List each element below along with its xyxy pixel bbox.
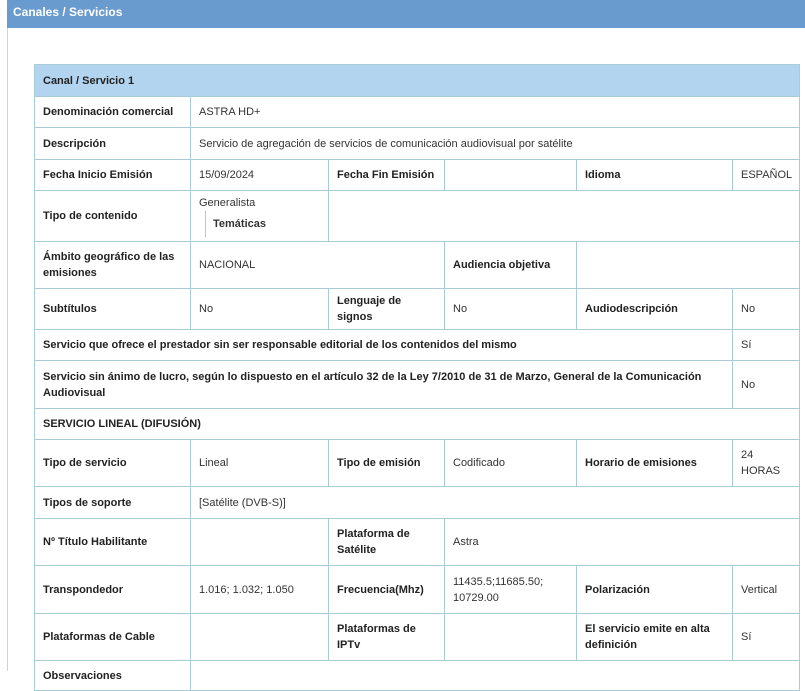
sin-animo-label: Servicio sin ánimo de lucro, según lo dispuesto en el artículo 32 de la Ley 7/2010 de 31 de Marzo, General de la Comunicación Audiovisual <box>35 361 733 409</box>
polarizacion-label: Polarización <box>577 566 733 614</box>
frecuencia-value: 11435.5;11685.50; 10729.00 <box>445 566 577 614</box>
fecha-inicio-value: 15/09/2024 <box>191 160 329 191</box>
row-tipos-soporte <box>35 487 800 519</box>
tipos-soporte-value: [Satélite (DVB-S)] <box>191 487 800 519</box>
subtitulos-label: Subtítulos <box>35 289 191 330</box>
tematicas-label: Temáticas <box>205 211 273 237</box>
fecha-fin-value <box>445 160 577 191</box>
alta-definicion-value: Sí <box>733 614 800 661</box>
row-sin-responsable <box>35 330 800 361</box>
subtitulos-value: No <box>191 289 329 330</box>
sin-responsable-value: Sí <box>733 330 800 361</box>
tematicas-value <box>329 191 800 242</box>
lenguaje-signos-label: Lenguaje de signos <box>329 289 445 330</box>
fecha-fin-label: Fecha Fin Emisión <box>329 160 445 191</box>
row-tipo-servicio <box>35 440 800 487</box>
audiencia-value <box>577 242 800 289</box>
plataformas-iptv-value <box>445 614 577 661</box>
idioma-value: ESPAÑOL <box>733 160 800 191</box>
row-sin-animo <box>35 361 800 409</box>
frecuencia-label: Frecuencia(Mhz) <box>329 566 445 614</box>
horario-value: 24 HORAS <box>733 440 800 487</box>
service-table <box>34 64 800 691</box>
tipo-contenido-label: Tipo de contenido <box>35 191 191 242</box>
polarizacion-value: Vertical <box>733 566 800 614</box>
row-ambito <box>35 242 800 289</box>
lenguaje-signos-value: No <box>445 289 577 330</box>
plataformas-iptv-label: Plataformas de IPTv <box>329 614 445 661</box>
idioma-label: Idioma <box>577 160 733 191</box>
row-tipo-contenido <box>35 191 800 242</box>
sin-animo-value: No <box>733 361 800 409</box>
titulo-habilitante-label: Nº Título Habilitante <box>35 519 191 566</box>
card-title: Canal / Servicio 1 <box>35 65 800 97</box>
row-denominacion <box>35 97 800 128</box>
transpondedor-value: 1.016; 1.032; 1.050 <box>191 566 329 614</box>
sin-responsable-label: Servicio que ofrece el prestador sin ser responsable editorial de los contenidos del mismo <box>35 330 733 361</box>
tipo-emision-label: Tipo de emisión <box>329 440 445 487</box>
denominacion-value: ASTRA HD+ <box>191 97 800 128</box>
servicio-lineal-heading: SERVICIO LINEAL (DIFUSIÓN) <box>35 409 800 440</box>
horario-label: Horario de emisiones <box>577 440 733 487</box>
row-accesibilidad <box>35 289 800 330</box>
row-observaciones <box>35 661 800 691</box>
transpondedor-label: Transpondedor <box>35 566 191 614</box>
section-title: Canales / Servicios <box>7 0 805 28</box>
observaciones-label: Observaciones <box>35 661 191 691</box>
alta-definicion-label: El servicio emite en alta definición <box>577 614 733 661</box>
plataforma-satelite-value: Astra <box>445 519 800 566</box>
plataforma-satelite-label: Plataforma de Satélite <box>329 519 445 566</box>
audiencia-label: Audiencia objetiva <box>445 242 577 289</box>
titulo-habilitante-value <box>191 519 329 566</box>
observaciones-value <box>191 661 800 691</box>
row-fechas <box>35 160 800 191</box>
plataformas-cable-label: Plataformas de Cable <box>35 614 191 661</box>
tipo-servicio-label: Tipo de servicio <box>35 440 191 487</box>
row-transpondedor <box>35 566 800 614</box>
row-plataformas <box>35 614 800 661</box>
audiodescripcion-label: Audiodescripción <box>577 289 733 330</box>
tipo-contenido-value: Generalista <box>199 197 256 209</box>
plataformas-cable-value <box>191 614 329 661</box>
card-header-row <box>35 65 800 97</box>
fecha-inicio-label: Fecha Inicio Emisión <box>35 160 191 191</box>
audiodescripcion-value: No <box>733 289 800 330</box>
descripcion-label: Descripción <box>35 128 191 160</box>
tipo-emision-value: Codificado <box>445 440 577 487</box>
ambito-value: NACIONAL <box>191 242 445 289</box>
denominacion-label: Denominación comercial <box>35 97 191 128</box>
row-servicio-lineal <box>35 409 800 440</box>
descripcion-value: Servicio de agregación de servicios de comunicación audiovisual por satélite <box>191 128 800 160</box>
row-titulo-habilitante <box>35 519 800 566</box>
tipos-soporte-label: Tipos de soporte <box>35 487 191 519</box>
row-descripcion <box>35 128 800 160</box>
tipo-contenido-cell <box>191 191 329 242</box>
tipo-servicio-value: Lineal <box>191 440 329 487</box>
ambito-label: Ámbito geográfico de las emisiones <box>35 242 191 289</box>
